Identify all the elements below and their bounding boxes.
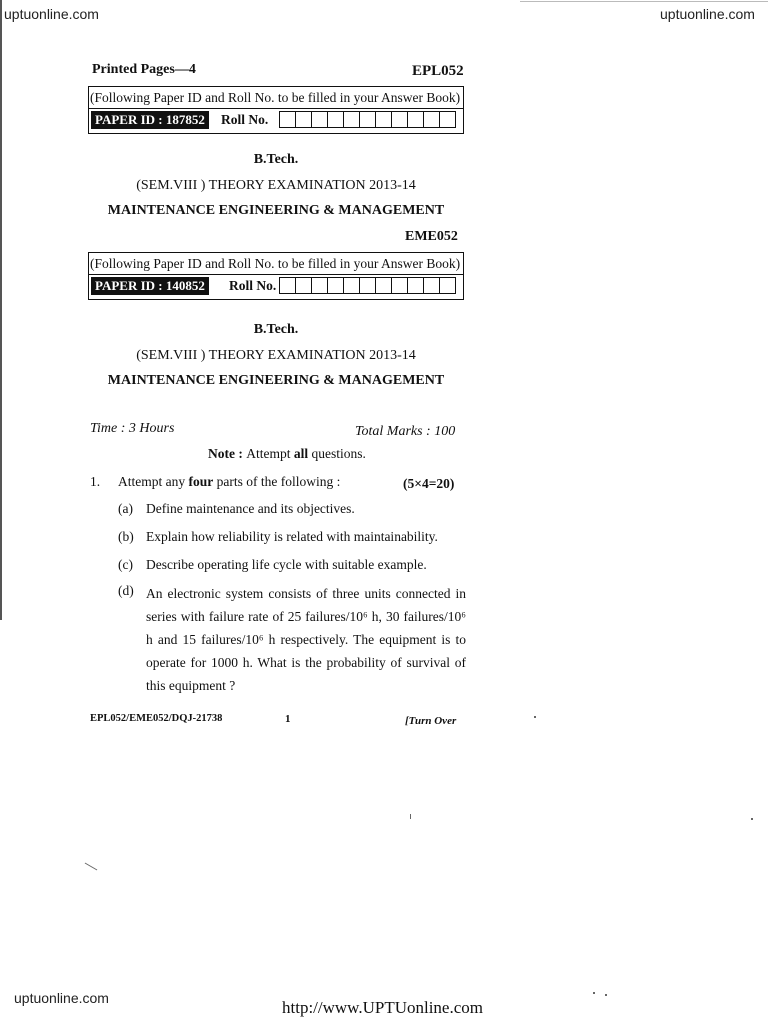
part-b-text: Explain how reliability is related with maintainability. bbox=[146, 529, 438, 544]
roll-label-1: Roll No. bbox=[221, 112, 269, 127]
id-instruction-2: (Following Paper ID and Roll No. to be filled in your Answer Book) bbox=[89, 253, 463, 275]
scan-edge bbox=[0, 0, 2, 620]
roll-label-2: Roll No. bbox=[229, 278, 277, 293]
paper-code-epl052: EPL052 bbox=[412, 63, 464, 79]
watermark-bottom-left: uptuonline.com bbox=[14, 990, 109, 1006]
note-all: all bbox=[293, 446, 309, 461]
id-instruction-1: (Following Paper ID and Roll No. to be filled in your Answer Book) bbox=[89, 87, 463, 109]
subject-2: MAINTENANCE ENGINEERING & MANAGEMENT bbox=[107, 373, 445, 388]
paper-code-eme052: EME052 bbox=[405, 229, 458, 244]
question-number: 1. bbox=[90, 474, 101, 489]
exam-title-2: (SEM.VIII ) THEORY EXAMINATION 2013-14 bbox=[136, 348, 416, 363]
printed-pages: Printed Pages—4 bbox=[92, 62, 196, 77]
scan-speck bbox=[534, 716, 536, 718]
total-marks: Total Marks : 100 bbox=[355, 424, 456, 439]
exam-note bbox=[208, 446, 366, 462]
paper-id-1: PAPER ID : 187852 bbox=[91, 111, 209, 129]
part-a-text: Define maintenance and its objectives. bbox=[146, 501, 355, 516]
note-pre: Attempt bbox=[246, 446, 294, 461]
question-marks: (5×4=20) bbox=[403, 476, 455, 491]
scan-speck bbox=[605, 994, 607, 996]
footer-website-url: http://www.UPTUonline.com bbox=[282, 998, 483, 1017]
note-post: questions. bbox=[308, 446, 366, 461]
prompt-pre: Attempt any bbox=[118, 474, 189, 489]
scan-border-line bbox=[520, 1, 768, 2]
paper-id-box-1 bbox=[88, 86, 464, 134]
scan-speck bbox=[593, 992, 595, 994]
exam-title-1: (SEM.VIII ) THEORY EXAMINATION 2013-14 bbox=[136, 178, 416, 193]
roll-number-boxes-1 bbox=[280, 111, 456, 129]
paper-id-2: PAPER ID : 140852 bbox=[91, 277, 209, 295]
part-a-label: (a) bbox=[118, 501, 133, 516]
scan-speck bbox=[751, 818, 753, 820]
exam-duration: Time : 3 Hours bbox=[90, 421, 175, 436]
scan-speck bbox=[410, 814, 411, 819]
part-c-text: Describe operating life cycle with suitable example. bbox=[146, 557, 427, 572]
part-b-label: (b) bbox=[118, 529, 134, 544]
part-d-label: (d) bbox=[118, 583, 134, 598]
paper-id-box-2 bbox=[88, 252, 464, 300]
scan-speck bbox=[85, 863, 98, 871]
watermark-top-right: uptuonline.com bbox=[660, 6, 755, 22]
page-number: 1 bbox=[285, 713, 291, 725]
note-label: Note : bbox=[208, 446, 247, 461]
prompt-post: parts of the following : bbox=[213, 474, 341, 489]
turn-over: [Turn Over bbox=[405, 715, 457, 727]
watermark-top-left: uptuonline.com bbox=[4, 6, 99, 22]
prompt-four: four bbox=[188, 474, 214, 489]
roll-number-boxes-2 bbox=[280, 277, 456, 295]
subject-1: MAINTENANCE ENGINEERING & MANAGEMENT bbox=[107, 203, 445, 218]
part-d-text: An electronic system consists of three units connected in series with failure rate of 25 failures/10⁶ h, 30 failures/10⁶ h and 15 failures/10⁶ h respectively. The equipment is to operate for 1000 h. What is the probability of survival of this equipment ? bbox=[146, 586, 466, 693]
part-c-label: (c) bbox=[118, 557, 133, 572]
question-prompt bbox=[118, 474, 340, 490]
degree-2: B.Tech. bbox=[253, 322, 299, 337]
footer-code: EPL052/EME052/DQJ-21738 bbox=[90, 713, 223, 724]
degree-1: B.Tech. bbox=[253, 152, 299, 167]
